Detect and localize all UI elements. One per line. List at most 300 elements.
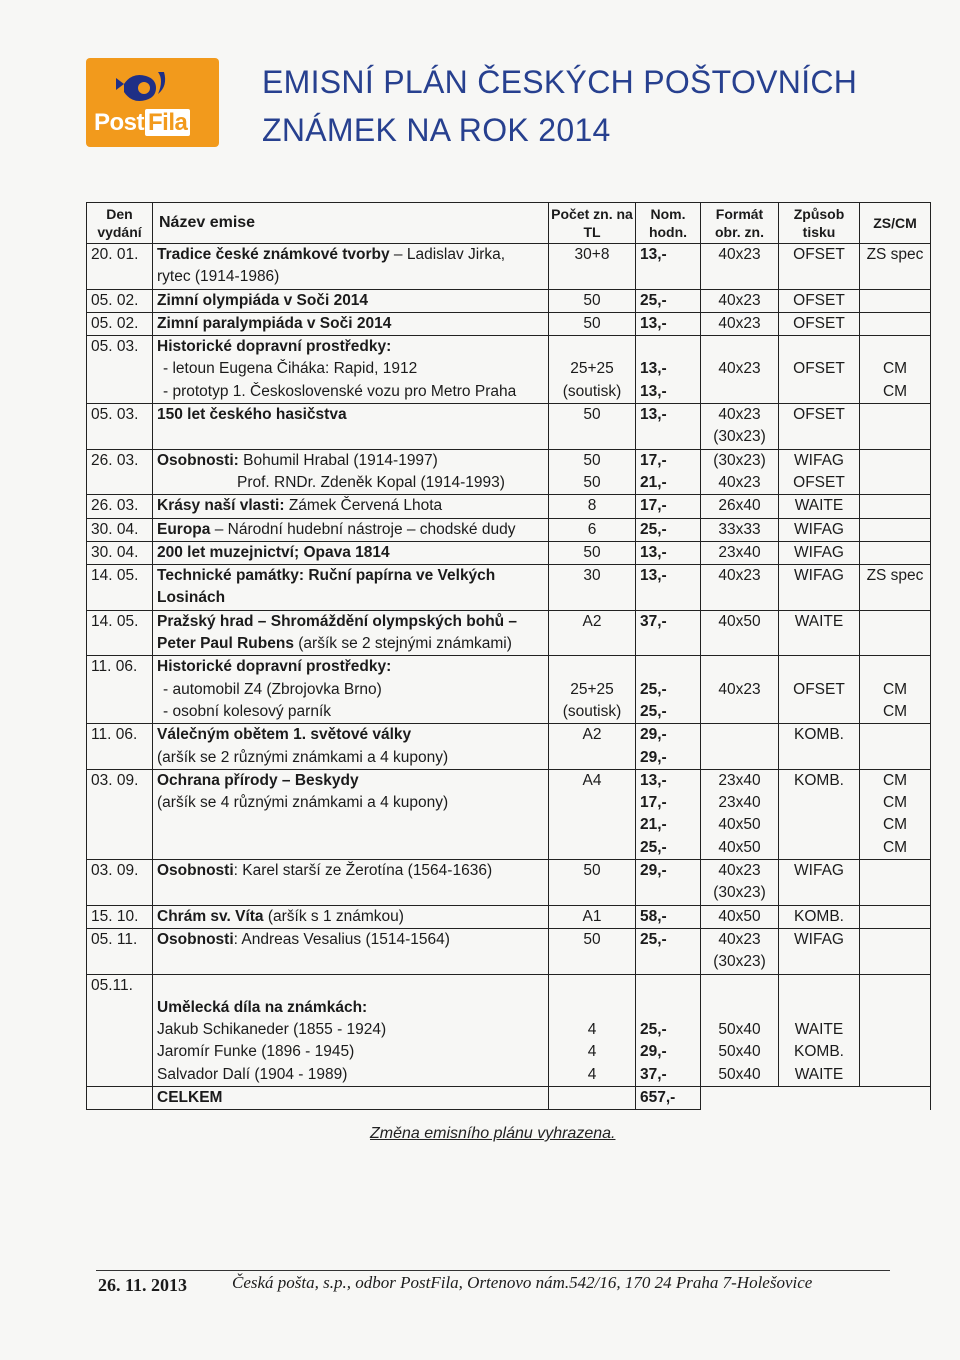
total-row xyxy=(87,1086,931,1109)
nominal-cell xyxy=(636,289,701,312)
print-method-cell xyxy=(779,518,860,541)
issue-date: 05.11. xyxy=(87,974,153,1086)
zs-cm-cell xyxy=(860,565,931,611)
name-bold: Krásy naší vlasti: xyxy=(157,497,285,515)
nominal-value: 13,- xyxy=(640,360,667,378)
zs-cm-value: CM xyxy=(882,360,908,378)
stamp-count-value: 50 xyxy=(583,291,601,309)
zs-cm-value xyxy=(864,404,926,426)
stamp-count-cell xyxy=(549,495,636,518)
name-text: : Andreas Vesalius (1514-1564) xyxy=(233,930,450,948)
zs-cm-value xyxy=(864,929,926,951)
name-line xyxy=(157,290,544,312)
name-bold: Peter Paul Rubens xyxy=(157,635,294,653)
emission-name xyxy=(153,769,549,859)
name-bold: Technické památky: Ruční papírna ve Velkých xyxy=(157,567,496,585)
col-header-name: Název emise xyxy=(153,203,549,244)
zs-cm-cell xyxy=(860,656,931,724)
nominal-value xyxy=(640,336,696,358)
name-line xyxy=(157,426,544,448)
print-method-value: OFSET xyxy=(793,291,845,309)
format-value: (30x23) xyxy=(713,428,766,446)
emission-name xyxy=(153,289,549,312)
stamp-count-value: 50 xyxy=(583,473,601,491)
zs-cm-value xyxy=(864,450,926,472)
nominal-value: 17,- xyxy=(640,451,667,469)
format-value: 50x40 xyxy=(718,1043,761,1061)
issue-date: 30. 04. xyxy=(87,518,153,541)
name-text: Bohumil Hrabal (1914-1997) xyxy=(238,451,438,469)
stamp-count-value xyxy=(553,997,631,1019)
format-cell xyxy=(701,724,779,770)
zs-cm-cell xyxy=(860,244,931,290)
emission-name xyxy=(153,495,549,518)
table-row xyxy=(87,905,931,928)
issue-date: 05. 03. xyxy=(87,404,153,450)
zs-cm-cell xyxy=(860,769,931,859)
table-header-row xyxy=(87,203,931,244)
emission-name xyxy=(153,244,549,290)
name-text: – Ladislav Jirka, xyxy=(389,246,506,263)
name-line xyxy=(157,358,544,380)
print-method-cell xyxy=(779,905,860,928)
issue-date: 05. 11. xyxy=(87,928,153,974)
zs-cm-value xyxy=(864,519,926,541)
footer-address: Česká pošta, s.p., odbor PostFila, Ortenovo nám.542/16, 170 24 Praha 7-Holešovice xyxy=(232,1273,813,1292)
table-row xyxy=(87,518,931,541)
print-method-value: WIFAG xyxy=(794,930,844,948)
print-method-cell xyxy=(779,541,860,564)
zs-cm-value xyxy=(864,290,926,312)
format-cell xyxy=(701,336,779,404)
table-body xyxy=(87,244,931,1087)
table-row xyxy=(87,244,931,290)
nominal-value xyxy=(640,975,696,997)
name-text: - letoun Eugena Čiháka: Rapid, 1912 xyxy=(163,360,418,378)
print-method-value: WIFAG xyxy=(794,567,844,585)
nominal-cell xyxy=(636,928,701,974)
format-cell xyxy=(701,289,779,312)
print-method-cell xyxy=(779,656,860,724)
total-value: 657,- xyxy=(636,1086,701,1109)
nominal-value: 29,- xyxy=(640,726,667,744)
format-value: 23x40 xyxy=(718,543,761,561)
name-line xyxy=(157,997,544,1019)
nominal-value: 37,- xyxy=(640,612,667,630)
stamp-count-value: A2 xyxy=(582,612,602,630)
name-bold: Losinách xyxy=(157,589,226,607)
format-value: 23x40 xyxy=(718,771,761,789)
nominal-cell xyxy=(636,541,701,564)
zs-cm-cell xyxy=(860,860,931,906)
format-value: 40x23 xyxy=(718,314,761,332)
format-value: 40x23 xyxy=(718,473,761,491)
emission-name xyxy=(153,404,549,450)
name-line xyxy=(157,747,544,769)
stamp-count-value: 50 xyxy=(583,451,601,469)
issue-date: 05. 02. xyxy=(87,289,153,312)
format-cell xyxy=(701,860,779,906)
format-value xyxy=(705,656,774,678)
nominal-value xyxy=(640,997,696,1019)
format-cell xyxy=(701,656,779,724)
zs-cm-value xyxy=(864,495,926,517)
name-bold: Pražský hrad – Shromáždění olympských bohů – xyxy=(157,612,518,630)
format-value xyxy=(705,701,774,723)
table-row xyxy=(87,289,931,312)
nominal-cell xyxy=(636,244,701,290)
name-line xyxy=(157,633,544,655)
stamp-count-value: 50 xyxy=(583,314,601,332)
name-text: Jaromír Funke (1896 - 1945) xyxy=(157,1043,355,1061)
stamp-count-cell xyxy=(549,404,636,450)
format-value: 40x23 xyxy=(718,567,761,585)
format-value: 40x23 xyxy=(718,246,761,263)
format-value: 40x23 xyxy=(718,291,761,309)
nominal-value: 17,- xyxy=(640,497,667,515)
name-line xyxy=(157,837,544,859)
name-line xyxy=(157,313,544,335)
print-method-cell xyxy=(779,928,860,974)
format-value: (30x23) xyxy=(713,884,766,902)
nominal-value: 17,- xyxy=(640,794,667,812)
name-text: (aršík s 1 známkou) xyxy=(263,907,404,925)
print-method-cell xyxy=(779,974,860,1086)
name-line xyxy=(157,336,544,358)
table-row xyxy=(87,928,931,974)
plan-change-note: Změna emisního plánu vyhrazena. xyxy=(370,1125,616,1142)
stamp-count-value xyxy=(553,975,631,997)
name-bold: Osobnosti: xyxy=(157,451,239,469)
stamp-count-value: 30+8 xyxy=(574,246,610,263)
print-method-value: OFSET xyxy=(793,314,845,332)
name-text: (aršík se 2 stejnými známkami) xyxy=(293,635,512,653)
col-header-print: Způsob tisku xyxy=(779,203,860,244)
format-value: 40x50 xyxy=(718,907,761,925)
posthorn-icon xyxy=(86,58,219,114)
postfila-logo xyxy=(86,58,219,147)
emission-name xyxy=(153,905,549,928)
nominal-value: 21,- xyxy=(640,816,667,834)
name-line xyxy=(157,1064,544,1086)
emission-name xyxy=(153,974,549,1086)
format-value xyxy=(705,975,774,997)
print-method-value: OFSET xyxy=(793,680,845,698)
format-value: 23x40 xyxy=(718,794,761,812)
name-line xyxy=(157,656,544,678)
format-cell xyxy=(701,565,779,611)
name-text: rytec (1914-1986) xyxy=(157,268,280,286)
emission-name xyxy=(153,336,549,404)
name-bold: 200 let muzejnictví; Opava 1814 xyxy=(157,543,390,561)
total-label: CELKEM xyxy=(153,1086,549,1109)
format-cell xyxy=(701,495,779,518)
nominal-value: 13,- xyxy=(640,543,667,561)
zs-cm-value: CM xyxy=(882,794,908,812)
zs-cm-value: CM xyxy=(882,680,908,698)
name-line xyxy=(157,906,544,928)
print-method-cell xyxy=(779,724,860,770)
zs-cm-value xyxy=(864,975,926,997)
print-method-value: KOMB. xyxy=(794,1043,844,1061)
issue-date: 26. 03. xyxy=(87,449,153,495)
stamp-count-cell xyxy=(549,289,636,312)
zs-cm-value: CM xyxy=(882,816,908,834)
footer-divider xyxy=(96,1270,890,1271)
zs-cm-value: CM xyxy=(882,382,908,400)
name-bold: Chrám sv. Víta xyxy=(157,907,264,925)
stamp-count-cell xyxy=(549,336,636,404)
zs-cm-cell xyxy=(860,541,931,564)
table-row xyxy=(87,565,931,611)
stamp-count-cell xyxy=(549,565,636,611)
name-line xyxy=(157,1041,544,1063)
emission-name xyxy=(153,449,549,495)
stamp-count-cell xyxy=(549,905,636,928)
nominal-value: 13,- xyxy=(640,567,667,585)
name-line xyxy=(157,882,544,904)
format-value: 26x40 xyxy=(718,497,761,515)
nominal-value: 29,- xyxy=(640,748,667,766)
print-method-value xyxy=(783,656,855,678)
print-method-cell xyxy=(779,610,860,656)
format-value: 50x40 xyxy=(718,1021,761,1039)
nominal-cell xyxy=(636,565,701,611)
zs-cm-cell xyxy=(860,905,931,928)
stamp-count-cell xyxy=(549,610,636,656)
stamp-count-cell xyxy=(549,244,636,290)
name-line xyxy=(157,472,544,494)
col-header-format: Formát obr. zn. xyxy=(701,203,779,244)
table-row xyxy=(87,974,931,1086)
zs-cm-value xyxy=(864,611,926,633)
nominal-cell xyxy=(636,518,701,541)
name-line xyxy=(157,929,544,951)
zs-cm-cell xyxy=(860,928,931,974)
stamp-count-value: A4 xyxy=(582,771,602,789)
stamp-count-value: 50 xyxy=(583,406,601,424)
nominal-cell xyxy=(636,860,701,906)
format-cell xyxy=(701,610,779,656)
name-bold: Europa xyxy=(157,520,211,538)
nominal-value: 58,- xyxy=(640,907,667,925)
nominal-cell xyxy=(636,610,701,656)
emission-name xyxy=(153,541,549,564)
print-method-cell xyxy=(779,860,860,906)
stamp-count-value: 4 xyxy=(587,1065,597,1083)
stamp-count-cell xyxy=(549,312,636,335)
stamp-count-value: A1 xyxy=(582,907,602,925)
format-value xyxy=(705,336,774,358)
name-line xyxy=(157,404,544,426)
format-value: (30x23) xyxy=(713,953,766,971)
emission-name xyxy=(153,860,549,906)
table-row xyxy=(87,656,931,724)
nominal-value: 25,- xyxy=(640,291,667,309)
format-value: 40x23 xyxy=(718,862,761,880)
stamp-count-cell xyxy=(549,974,636,1086)
table-row xyxy=(87,769,931,859)
table-row xyxy=(87,860,931,906)
col-header-nom: Nom. hodn. xyxy=(636,203,701,244)
table-row xyxy=(87,610,931,656)
print-method-value: OFSET xyxy=(793,360,845,378)
print-method-value xyxy=(783,381,855,403)
stamp-count-value xyxy=(553,656,631,678)
name-line xyxy=(157,975,544,997)
stamp-count-cell xyxy=(549,541,636,564)
nominal-value: 25,- xyxy=(640,1021,667,1039)
nominal-value: 25,- xyxy=(640,520,667,538)
emission-name xyxy=(153,565,549,611)
nominal-value: 29,- xyxy=(640,862,667,880)
issue-date: 15. 10. xyxy=(87,905,153,928)
stamp-count-value: 25+25 xyxy=(570,360,614,378)
name-line xyxy=(157,860,544,882)
zs-cm-cell xyxy=(860,974,931,1086)
format-cell xyxy=(701,974,779,1086)
name-line xyxy=(157,519,544,541)
format-value: 40x23 xyxy=(718,680,761,698)
issue-date: 11. 06. xyxy=(87,656,153,724)
zs-cm-value xyxy=(864,313,926,335)
nominal-value: 13,- xyxy=(640,314,667,332)
name-line xyxy=(157,724,544,746)
print-method-cell xyxy=(779,449,860,495)
table-row xyxy=(87,495,931,518)
issue-date: 14. 05. xyxy=(87,565,153,611)
nominal-cell xyxy=(636,905,701,928)
name-text: Salvador Dalí (1904 - 1989) xyxy=(157,1065,348,1083)
emission-name xyxy=(153,724,549,770)
stamp-count-value: 50 xyxy=(583,862,601,880)
print-method-value: WIFAG xyxy=(794,543,844,561)
print-method-value: WIFAG xyxy=(794,451,844,469)
issue-date: 05. 02. xyxy=(87,312,153,335)
name-line xyxy=(157,450,544,472)
zs-cm-cell xyxy=(860,495,931,518)
print-method-cell xyxy=(779,244,860,290)
emission-name xyxy=(153,928,549,974)
print-method-cell xyxy=(779,769,860,859)
stamp-count-value: (soutisk) xyxy=(562,702,622,720)
print-method-value xyxy=(783,701,855,723)
zs-cm-value: CM xyxy=(882,838,908,856)
zs-cm-cell xyxy=(860,449,931,495)
col-header-date: Den vydání xyxy=(87,203,153,244)
format-value: 33x33 xyxy=(718,520,761,538)
zs-cm-cell xyxy=(860,610,931,656)
zs-cm-value xyxy=(864,656,926,678)
name-bold: Osobnosti xyxy=(157,930,234,948)
nominal-cell xyxy=(636,724,701,770)
format-value: 40x23 xyxy=(718,360,761,378)
zs-cm-cell xyxy=(860,289,931,312)
name-line xyxy=(157,565,544,587)
name-bold: Válečným obětem 1. světové války xyxy=(157,726,412,744)
stamp-count-value: 6 xyxy=(587,520,597,538)
print-method-cell xyxy=(779,289,860,312)
name-line xyxy=(157,495,544,517)
print-method-value: WIFAG xyxy=(794,862,844,880)
nominal-cell xyxy=(636,495,701,518)
zs-cm-cell xyxy=(860,404,931,450)
stamp-count-value: 50 xyxy=(583,543,601,561)
nominal-value: 13,- xyxy=(640,246,667,263)
issue-date: 03. 09. xyxy=(87,769,153,859)
name-line xyxy=(157,951,544,973)
print-method-value: WAITE xyxy=(794,612,844,630)
print-method-cell xyxy=(779,312,860,335)
name-text: (aršík se 2 různými známkami a 4 kupony) xyxy=(157,748,449,766)
name-line xyxy=(157,679,544,701)
nominal-cell xyxy=(636,449,701,495)
nominal-value: 13,- xyxy=(640,406,667,424)
stamp-count-value: 4 xyxy=(587,1021,597,1039)
name-bold: Ochrana přírody – Beskydy xyxy=(157,771,359,789)
footer-date: 26. 11. 2013 xyxy=(98,1275,188,1295)
issue-date: 26. 03. xyxy=(87,495,153,518)
print-method-value: OFSET xyxy=(793,406,845,424)
format-value: 40x23 xyxy=(718,930,761,948)
nominal-cell xyxy=(636,312,701,335)
issue-date: 03. 09. xyxy=(87,860,153,906)
name-line xyxy=(157,770,544,792)
format-cell xyxy=(701,518,779,541)
format-value: 40x23 xyxy=(718,406,761,424)
zs-cm-cell xyxy=(860,336,931,404)
issue-date: 05. 03. xyxy=(87,336,153,404)
nominal-value xyxy=(640,656,696,678)
name-bold: Zimní olympiáda v Soči 2014 xyxy=(157,291,369,309)
nominal-cell xyxy=(636,974,701,1086)
stamp-count-value: 25+25 xyxy=(570,680,614,698)
table-row xyxy=(87,449,931,495)
print-method-value: OFSET xyxy=(793,246,845,263)
col-header-zs: ZS/CM xyxy=(860,203,931,244)
name-text: - osobní kolesový parník xyxy=(163,702,332,720)
emission-name xyxy=(153,518,549,541)
name-bold: Osobnosti xyxy=(157,862,234,880)
nominal-cell xyxy=(636,336,701,404)
format-cell xyxy=(701,449,779,495)
print-method-value: KOMB. xyxy=(794,771,844,789)
name-line xyxy=(157,381,544,403)
name-line xyxy=(157,266,544,288)
nominal-value: 25,- xyxy=(640,702,667,720)
print-method-value: WIFAG xyxy=(794,520,844,538)
issue-date: 11. 06. xyxy=(87,724,153,770)
zs-cm-cell xyxy=(860,312,931,335)
print-method-cell xyxy=(779,565,860,611)
stamp-count-value: A2 xyxy=(582,726,602,744)
zs-cm-value xyxy=(864,906,926,928)
print-method-value xyxy=(783,997,855,1019)
nominal-value: 13,- xyxy=(640,382,667,400)
emission-name xyxy=(153,656,549,724)
title-line-1: EMISNÍ PLÁN ČESKÝCH POŠTOVNÍCH xyxy=(262,64,858,100)
name-bold: Tradice české známkové tvorby xyxy=(157,246,390,263)
format-cell xyxy=(701,905,779,928)
zs-cm-cell xyxy=(860,724,931,770)
print-method-value: WAITE xyxy=(794,497,844,515)
format-value: (30x23) xyxy=(713,451,766,469)
format-value: 40x50 xyxy=(718,838,761,856)
format-value xyxy=(705,724,774,746)
format-value xyxy=(705,997,774,1019)
emission-table xyxy=(86,202,931,1110)
nominal-cell xyxy=(636,769,701,859)
